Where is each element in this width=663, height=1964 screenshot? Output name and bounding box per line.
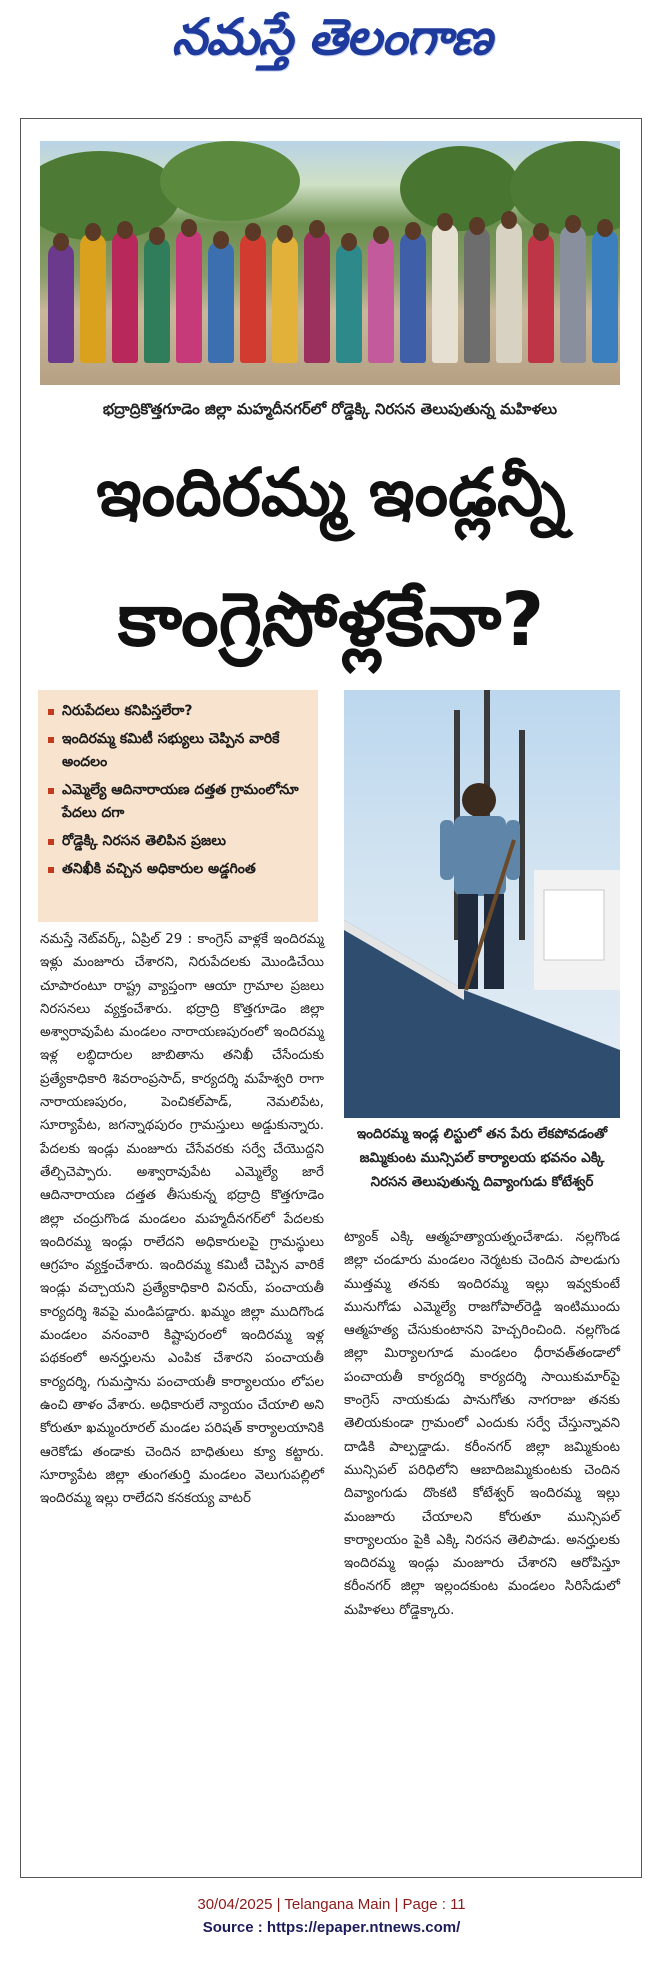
source-link[interactable]: Source : https://epaper.ntnews.com/ <box>202 1919 461 1936</box>
highlight-item: రోడ్డెక్కి నిరసన తెలిపిన ప్రజలు <box>48 830 310 853</box>
article-paragraph: నమస్తే నెట్‌వర్క్, ఏప్రిల్ 29 : కాంగ్రెస్ వాళ్లకే ఇందిరమ్మ ఇళ్లు మంజూరు చేశారని, నిరుపేదలకు మొండిచేయి చూపారంటూ రాష్ట్ర వ్యాప్తంగా ఆయా గ్రామాల ప్రజలు నిరసనలు వ్యక్తంచేశారు. భద్రాద్రి కొత్తగూడెం జిల్లా అశ్వారావుపేట మండలం నారాయణపురంలో ఇందిరమ్మ ఇళ్ల లబ్ధిదారుల జాబితాను తనిఖీ చేసేందుకు ప్రత్యేకాధికారి శివరాంప్రసాద్, కార్యదర్శి మహేశ్వరి రాగా నారాయణపురం, పెంచికల్‌పాడ్, నెమలిపేట, సూర్యాపేట, జగన్నాథపురం గ్రామస్తులు అడ్డుకున్నారు. పేదలకు ఇండ్లు మంజూరు చేసేవరకు సర్వే చేయొద్దని తేల్చిచెప్పారు. అశ్వారావుపేట ఎమ్మెల్యే జారే ఆదినారాయణ దత్తత తీసుకున్న భద్రాద్రి కొత్తగూడెం జిల్లా చంద్రుగొండ మండలం మహ్మదీనగర్‌లో పేదలకు ఇందిరమ్మ ఇండ్లు రాలేదని అధికారులపై గ్రామస్థులు ఆగ్రహం వ్యక్తంచేశారు. ఇందిరమ్మ కమిటీ చెప్పిన వారికే ఇండ్లు వచ్చాయని ప్రత్యేకాధికారి వినయ్, పంచాయతీ కార్యదర్శి శివపై మండిపడ్డారు. ఖమ్మం జిల్లా ముదిగొండ మండలం వనంవారి కిష్టాపురంలో ఇందిరమ్మ ఇళ్ల పథకంలో అనర్హులను ఎంపిక చేశారని పంచాయతీ కార్యదర్శి, గుమస్తాను పంచాయతీ కార్యాలయం లోపల ఉంచి తాళం వేశారు. అధికారులే న్యాయం చేయాలి అని కోరుతూ ఖమ్మంరూరల్ మండల పరిషత్ కార్యాలయానికి ఆరెకోడు తండాకు చెందిన బాధితులు క్యూ కట్టారు. సూర్యాపేట జిల్లా తుంగతుర్తి మండలం వెలుగుపల్లిలో ఇందిరమ్మ ఇల్లు రాలేదని కనకయ్య వాటర్ <box>40 932 324 1507</box>
protest-photo-caption: భద్రాద్రికొత్తగూడెం జిల్లా మహ్మదీనగర్‌లో రోడ్డెక్కి నిరసన తెలుపుతున్న మహిళలు <box>102 400 558 418</box>
edition-info: 30/04/2025 | Telangana Main | Page : 11 <box>197 1896 466 1913</box>
article-column-right <box>344 1226 620 1622</box>
highlight-item: తనిఖీకి వచ్చిన అధికారుల అడ్డగింత <box>48 858 310 881</box>
protest-photo <box>40 141 620 385</box>
highlights-box <box>38 690 318 922</box>
masthead-logo <box>0 8 663 70</box>
article-paragraph: ట్యాంక్ ఎక్కి ఆత్మహత్యాయత్నంచేశాడు. నల్లగొండ జిల్లా చండూరు మండలం నెర్మటకు చెందిన పాలడుగు ముత్తమ్మ తనకు ఇందిరమ్మ ఇల్లు ఇవ్వకుంటే మునుగోడు ఎమ్మెల్యే రాజగోపాల్‌రెడ్డి ఇంటిముందు ఆత్మహత్య చేసుకుంటానని హెచ్చరించింది. నల్లగొండ జిల్లా మిర్యాలగూడ మండలం ధీరావత్‌తండాలో పంచాయతీ కార్యదర్శి కార్యదర్శి సాయికుమార్‌పై కాంగ్రెస్ నాయకుడు పానుగోతు నాగరాజు తనకు తెలియకుండా గ్రామంలో ఎందుకు సర్వే చేస్తున్నావని దాడికి పాల్పడ్డాడు. కరీంనగర్ జిల్లా జమ్మికుంట మున్సిపల్ పరిధిలోని ఆబాదిజమ్మికుంటకు చెందిన దివ్యాంగుడు దొంకటి కోటేశ్వర్ ఇందిరమ్మ ఇల్లు మంజూరు చేయాలని కోరుతూ మున్సిపల్ కార్యాలయం పైకి ఎక్కి నిరసన తెలిపాడు. అనర్హులకు ఇందిరమ్మ ఇండ్లు మంజూరు చేశారని ఆరోపిస్తూ కరీంనగర్ జిల్లా ఇల్లందకుంట మండలం సిరిసేడులో మహిళలు రోడ్డెక్కారు. <box>344 1230 620 1618</box>
highlight-item: నిరుపేదలు కనిపిస్తలేరా? <box>48 700 310 723</box>
rooftop-photo-caption: ఇందిరమ్మ ఇండ్ల లిస్టులో తన పేరు లేకపోవడంతో జమ్మికుంట మున్సిపల్ కార్యాలయ భవనం ఎక్కి నిరసన తెలుపుతున్న దివ్యాంగుడు కోటేశ్వర్ <box>356 1126 608 1190</box>
headline-line-2: కాంగ్రెసోళ్లకేనా? <box>117 577 545 663</box>
article-column-left <box>40 928 324 1510</box>
headline-line-1: ఇందిరమ్మ ఇండ్లన్నీ <box>96 454 566 531</box>
rooftop-scene <box>344 690 620 1118</box>
highlight-item: ఎమ్మెల్యే ఆదినారాయణ దత్తత గ్రామంలోనూ పేదలు దగా <box>48 779 310 825</box>
masthead-title: నమస్తే తెలంగాణ <box>171 8 492 66</box>
highlight-item: ఇందిరమ్మ కమిటీ సభ్యులు చెప్పిన వారికే అందలం <box>48 728 310 774</box>
rooftop-protest-photo <box>344 690 620 1118</box>
